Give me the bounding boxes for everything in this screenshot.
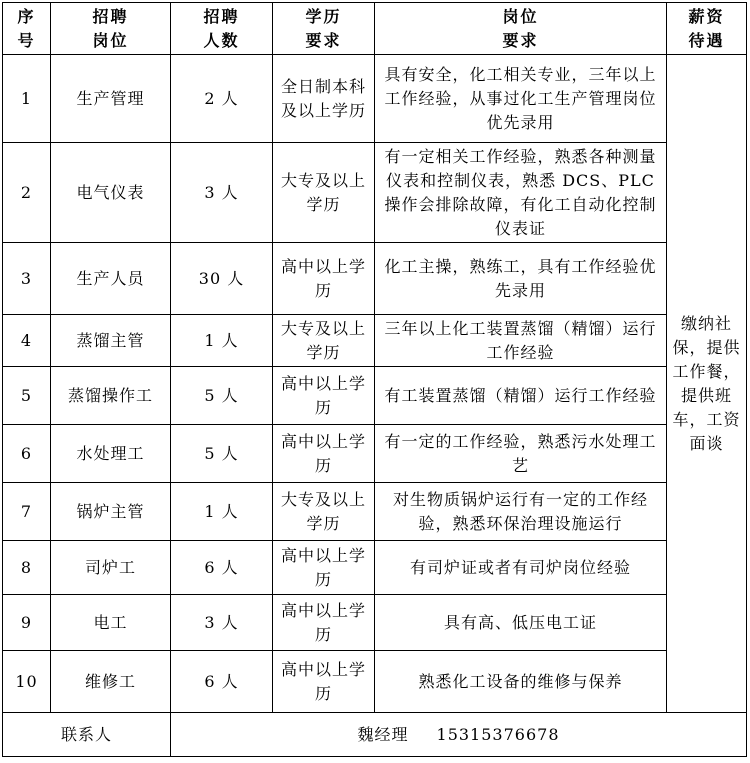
row-education: 大专及以上学历	[273, 483, 375, 541]
row-count: 3 人	[171, 595, 273, 651]
contact-row	[3, 713, 747, 757]
row-education: 大专及以上学历	[273, 315, 375, 367]
row-count: 30 人	[171, 243, 273, 315]
row-count: 6 人	[171, 651, 273, 713]
table-row	[3, 243, 747, 315]
row-education: 高中以上学历	[273, 541, 375, 595]
row-no: 10	[3, 651, 51, 713]
table-row	[3, 367, 747, 425]
header-salary: 薪资 待遇	[667, 3, 747, 55]
row-requirement: 有一定的工作经验，熟悉污水处理工艺	[375, 425, 667, 483]
row-count: 3 人	[171, 143, 273, 243]
row-position: 电工	[51, 595, 171, 651]
row-education: 全日制本科及以上学历	[273, 55, 375, 143]
table-row	[3, 651, 747, 713]
row-requirement: 有一定相关工作经验，熟悉各种测量仪表和控制仪表，熟悉 DCS、PLC 操作会排除故障，有化工自动化控制仪表证	[375, 143, 667, 243]
row-no: 3	[3, 243, 51, 315]
header-no: 序 号	[3, 3, 51, 55]
header-row	[3, 3, 747, 55]
row-education: 高中以上学历	[273, 595, 375, 651]
row-count: 1 人	[171, 315, 273, 367]
row-position: 电气仪表	[51, 143, 171, 243]
row-position: 水处理工	[51, 425, 171, 483]
row-count: 5 人	[171, 425, 273, 483]
row-count: 1 人	[171, 483, 273, 541]
contact-label: 联系人	[3, 713, 171, 757]
salary-benefits: 缴纳社保，提供工作餐，提供班车，工资面谈	[667, 55, 747, 713]
header-position: 招聘 岗位	[51, 3, 171, 55]
row-education: 大专及以上学历	[273, 143, 375, 243]
row-count: 6 人	[171, 541, 273, 595]
table-row	[3, 55, 747, 143]
row-education: 高中以上学历	[273, 425, 375, 483]
row-no: 2	[3, 143, 51, 243]
table-row	[3, 541, 747, 595]
contact-info	[171, 713, 747, 757]
contact-phone: 15315376678	[436, 724, 560, 744]
header-education: 学历 要求	[273, 3, 375, 55]
table-row	[3, 143, 747, 243]
header-count: 招聘 人数	[171, 3, 273, 55]
row-no: 5	[3, 367, 51, 425]
row-requirement: 熟悉化工设备的维修与保养	[375, 651, 667, 713]
row-no: 4	[3, 315, 51, 367]
recruitment-table	[2, 2, 747, 757]
row-no: 1	[3, 55, 51, 143]
row-position: 维修工	[51, 651, 171, 713]
row-position: 蒸馏主管	[51, 315, 171, 367]
table-row	[3, 483, 747, 541]
row-no: 9	[3, 595, 51, 651]
row-requirement: 有工装置蒸馏（精馏）运行工作经验	[375, 367, 667, 425]
row-education: 高中以上学历	[273, 651, 375, 713]
row-position: 锅炉主管	[51, 483, 171, 541]
row-requirement: 对生物质锅炉运行有一定的工作经验，熟悉环保治理设施运行	[375, 483, 667, 541]
row-requirement: 具有安全，化工相关专业，三年以上工作经验，从事过化工生产管理岗位优先录用	[375, 55, 667, 143]
row-position: 生产管理	[51, 55, 171, 143]
contact-name: 魏经理	[357, 724, 409, 744]
row-no: 6	[3, 425, 51, 483]
row-count: 5 人	[171, 367, 273, 425]
header-requirement: 岗位 要求	[375, 3, 667, 55]
row-requirement: 有司炉证或者有司炉岗位经验	[375, 541, 667, 595]
table-row	[3, 315, 747, 367]
row-position: 生产人员	[51, 243, 171, 315]
table-row	[3, 425, 747, 483]
row-education: 高中以上学历	[273, 367, 375, 425]
row-no: 7	[3, 483, 51, 541]
row-count: 2 人	[171, 55, 273, 143]
row-no: 8	[3, 541, 51, 595]
row-requirement: 三年以上化工装置蒸馏（精馏）运行工作经验	[375, 315, 667, 367]
row-education: 高中以上学历	[273, 243, 375, 315]
row-position: 司炉工	[51, 541, 171, 595]
table-row	[3, 595, 747, 651]
row-position: 蒸馏操作工	[51, 367, 171, 425]
row-requirement: 化工主操，熟练工，具有工作经验优先录用	[375, 243, 667, 315]
row-requirement: 具有高、低压电工证	[375, 595, 667, 651]
